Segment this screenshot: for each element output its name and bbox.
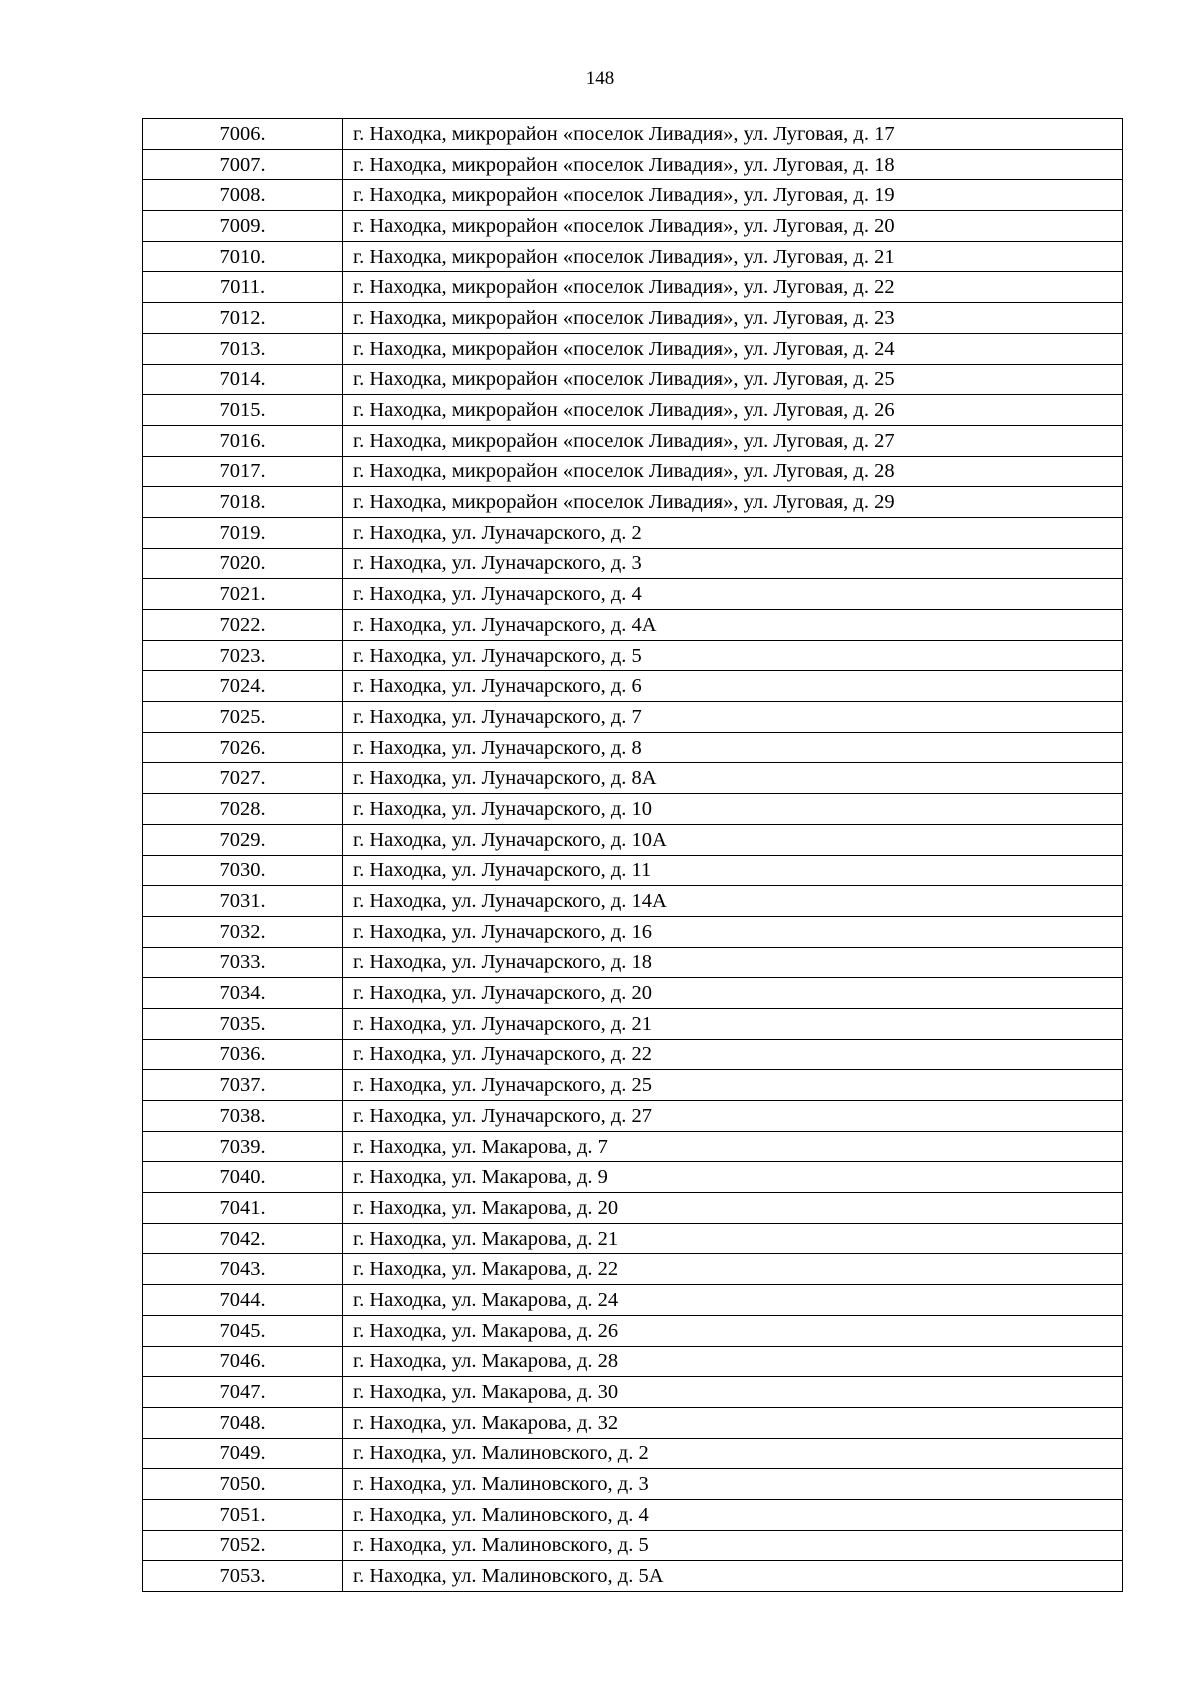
table-row [143, 978, 1123, 1009]
row-address: г. Находка, микрорайон «поселок Ливадия», ул. Луговая, д. 17 [343, 119, 1123, 150]
row-number: 7015. [143, 395, 343, 426]
row-address: г. Находка, ул. Луначарского, д. 7 [343, 702, 1123, 733]
row-number: 7038. [143, 1101, 343, 1132]
table-row [143, 1162, 1123, 1193]
table-row [143, 1008, 1123, 1039]
table-row [143, 119, 1123, 150]
row-number: 7037. [143, 1070, 343, 1101]
table-row [143, 855, 1123, 886]
page-number: 148 [585, 68, 615, 89]
table-row [143, 1223, 1123, 1254]
table-row [143, 241, 1123, 272]
row-address: г. Находка, микрорайон «поселок Ливадия», ул. Луговая, д. 19 [343, 180, 1123, 211]
table-row [143, 886, 1123, 917]
row-address: г. Находка, ул. Луначарского, д. 27 [343, 1101, 1123, 1132]
row-address: г. Находка, ул. Луначарского, д. 5 [343, 640, 1123, 671]
row-address: г. Находка, микрорайон «поселок Ливадия», ул. Луговая, д. 25 [343, 364, 1123, 395]
table-row [143, 1254, 1123, 1285]
row-number: 7050. [143, 1469, 343, 1500]
row-address: г. Находка, микрорайон «поселок Ливадия», ул. Луговая, д. 18 [343, 149, 1123, 180]
row-number: 7021. [143, 579, 343, 610]
row-number: 7046. [143, 1346, 343, 1377]
row-address: г. Находка, ул. Луначарского, д. 4 [343, 579, 1123, 610]
row-number: 7051. [143, 1499, 343, 1530]
table-row [143, 1039, 1123, 1070]
row-number: 7048. [143, 1407, 343, 1438]
table-row [143, 333, 1123, 364]
row-address: г. Находка, ул. Луначарского, д. 11 [343, 855, 1123, 886]
row-number: 7043. [143, 1254, 343, 1285]
table-row [143, 1561, 1123, 1592]
row-number: 7040. [143, 1162, 343, 1193]
table-row [143, 1070, 1123, 1101]
row-number: 7014. [143, 364, 343, 395]
row-number: 7023. [143, 640, 343, 671]
table-row [143, 763, 1123, 794]
row-number: 7035. [143, 1008, 343, 1039]
row-number: 7030. [143, 855, 343, 886]
row-number: 7024. [143, 671, 343, 702]
table-row [143, 1101, 1123, 1132]
table-row [143, 671, 1123, 702]
table-row [143, 1530, 1123, 1561]
row-number: 7017. [143, 456, 343, 487]
row-number: 7053. [143, 1561, 343, 1592]
row-number: 7007. [143, 149, 343, 180]
row-number: 7010. [143, 241, 343, 272]
row-address: г. Находка, ул. Луначарского, д. 8 [343, 732, 1123, 763]
row-address: г. Находка, ул. Малиновского, д. 5 [343, 1530, 1123, 1561]
row-number: 7044. [143, 1285, 343, 1316]
table-row [143, 1499, 1123, 1530]
row-address: г. Находка, микрорайон «поселок Ливадия», ул. Луговая, д. 20 [343, 211, 1123, 242]
row-number: 7047. [143, 1377, 343, 1408]
row-number: 7018. [143, 487, 343, 518]
row-number: 7016. [143, 425, 343, 456]
table-row [143, 947, 1123, 978]
row-address: г. Находка, ул. Луначарского, д. 10 [343, 794, 1123, 825]
table-row [143, 1469, 1123, 1500]
row-number: 7011. [143, 272, 343, 303]
row-address: г. Находка, ул. Луначарского, д. 20 [343, 978, 1123, 1009]
row-address: г. Находка, микрорайон «поселок Ливадия», ул. Луговая, д. 21 [343, 241, 1123, 272]
row-number: 7019. [143, 517, 343, 548]
row-address: г. Находка, ул. Луначарского, д. 22 [343, 1039, 1123, 1070]
row-number: 7020. [143, 548, 343, 579]
row-address: г. Находка, ул. Луначарского, д. 3 [343, 548, 1123, 579]
row-number: 7034. [143, 978, 343, 1009]
row-address: г. Находка, ул. Малиновского, д. 2 [343, 1438, 1123, 1469]
table-row [143, 1285, 1123, 1316]
row-number: 7028. [143, 794, 343, 825]
row-address: г. Находка, микрорайон «поселок Ливадия», ул. Луговая, д. 29 [343, 487, 1123, 518]
table-row [143, 916, 1123, 947]
table-row [143, 1438, 1123, 1469]
table-row [143, 180, 1123, 211]
table-row [143, 732, 1123, 763]
row-number: 7049. [143, 1438, 343, 1469]
row-address: г. Находка, микрорайон «поселок Ливадия», ул. Луговая, д. 26 [343, 395, 1123, 426]
table-row [143, 487, 1123, 518]
row-address: г. Находка, ул. Малиновского, д. 5А [343, 1561, 1123, 1592]
table-row [143, 1315, 1123, 1346]
row-number: 7008. [143, 180, 343, 211]
row-number: 7042. [143, 1223, 343, 1254]
address-table [142, 118, 1123, 1592]
row-address: г. Находка, ул. Макарова, д. 26 [343, 1315, 1123, 1346]
row-number: 7025. [143, 702, 343, 733]
row-address: г. Находка, микрорайон «поселок Ливадия», ул. Луговая, д. 27 [343, 425, 1123, 456]
row-address: г. Находка, микрорайон «поселок Ливадия», ул. Луговая, д. 23 [343, 303, 1123, 334]
table-row [143, 702, 1123, 733]
table-row [143, 1131, 1123, 1162]
row-address: г. Находка, ул. Макарова, д. 9 [343, 1162, 1123, 1193]
table-row [143, 1346, 1123, 1377]
row-number: 7052. [143, 1530, 343, 1561]
row-address: г. Находка, ул. Макарова, д. 32 [343, 1407, 1123, 1438]
table-row [143, 610, 1123, 641]
row-number: 7013. [143, 333, 343, 364]
row-address: г. Находка, ул. Луначарского, д. 6 [343, 671, 1123, 702]
table-row [143, 395, 1123, 426]
row-address: г. Находка, микрорайон «поселок Ливадия», ул. Луговая, д. 24 [343, 333, 1123, 364]
table-row [143, 303, 1123, 334]
table-row [143, 517, 1123, 548]
table-row [143, 211, 1123, 242]
row-number: 7032. [143, 916, 343, 947]
row-address: г. Находка, ул. Малиновского, д. 3 [343, 1469, 1123, 1500]
row-address: г. Находка, ул. Макарова, д. 24 [343, 1285, 1123, 1316]
row-address: г. Находка, ул. Луначарского, д. 18 [343, 947, 1123, 978]
row-address: г. Находка, микрорайон «поселок Ливадия», ул. Луговая, д. 28 [343, 456, 1123, 487]
row-address: г. Находка, ул. Луначарского, д. 16 [343, 916, 1123, 947]
row-address: г. Находка, микрорайон «поселок Ливадия», ул. Луговая, д. 22 [343, 272, 1123, 303]
row-address: г. Находка, ул. Макарова, д. 20 [343, 1193, 1123, 1224]
row-number: 7006. [143, 119, 343, 150]
table-row [143, 579, 1123, 610]
row-number: 7009. [143, 211, 343, 242]
table-row [143, 425, 1123, 456]
row-address: г. Находка, ул. Луначарского, д. 2 [343, 517, 1123, 548]
row-address: г. Находка, ул. Макарова, д. 30 [343, 1377, 1123, 1408]
row-address: г. Находка, ул. Макарова, д. 22 [343, 1254, 1123, 1285]
row-address: г. Находка, ул. Малиновского, д. 4 [343, 1499, 1123, 1530]
row-number: 7031. [143, 886, 343, 917]
row-address: г. Находка, ул. Луначарского, д. 14А [343, 886, 1123, 917]
row-number: 7033. [143, 947, 343, 978]
table-row [143, 272, 1123, 303]
row-address: г. Находка, ул. Макарова, д. 28 [343, 1346, 1123, 1377]
row-number: 7026. [143, 732, 343, 763]
table-row [143, 456, 1123, 487]
row-number: 7041. [143, 1193, 343, 1224]
row-number: 7039. [143, 1131, 343, 1162]
row-address: г. Находка, ул. Макарова, д. 21 [343, 1223, 1123, 1254]
row-address: г. Находка, ул. Луначарского, д. 8А [343, 763, 1123, 794]
table-row [143, 1193, 1123, 1224]
table-row [143, 794, 1123, 825]
row-number: 7022. [143, 610, 343, 641]
table-row [143, 548, 1123, 579]
table-row [143, 1407, 1123, 1438]
row-number: 7012. [143, 303, 343, 334]
row-address: г. Находка, ул. Макарова, д. 7 [343, 1131, 1123, 1162]
row-address: г. Находка, ул. Луначарского, д. 21 [343, 1008, 1123, 1039]
row-number: 7045. [143, 1315, 343, 1346]
row-address: г. Находка, ул. Луначарского, д. 25 [343, 1070, 1123, 1101]
table-row [143, 1377, 1123, 1408]
address-table-body [143, 119, 1123, 1592]
row-address: г. Находка, ул. Луначарского, д. 10А [343, 824, 1123, 855]
table-row [143, 824, 1123, 855]
row-address: г. Находка, ул. Луначарского, д. 4А [343, 610, 1123, 641]
table-row [143, 364, 1123, 395]
table-row [143, 149, 1123, 180]
row-number: 7027. [143, 763, 343, 794]
row-number: 7029. [143, 824, 343, 855]
table-row [143, 640, 1123, 671]
row-number: 7036. [143, 1039, 343, 1070]
